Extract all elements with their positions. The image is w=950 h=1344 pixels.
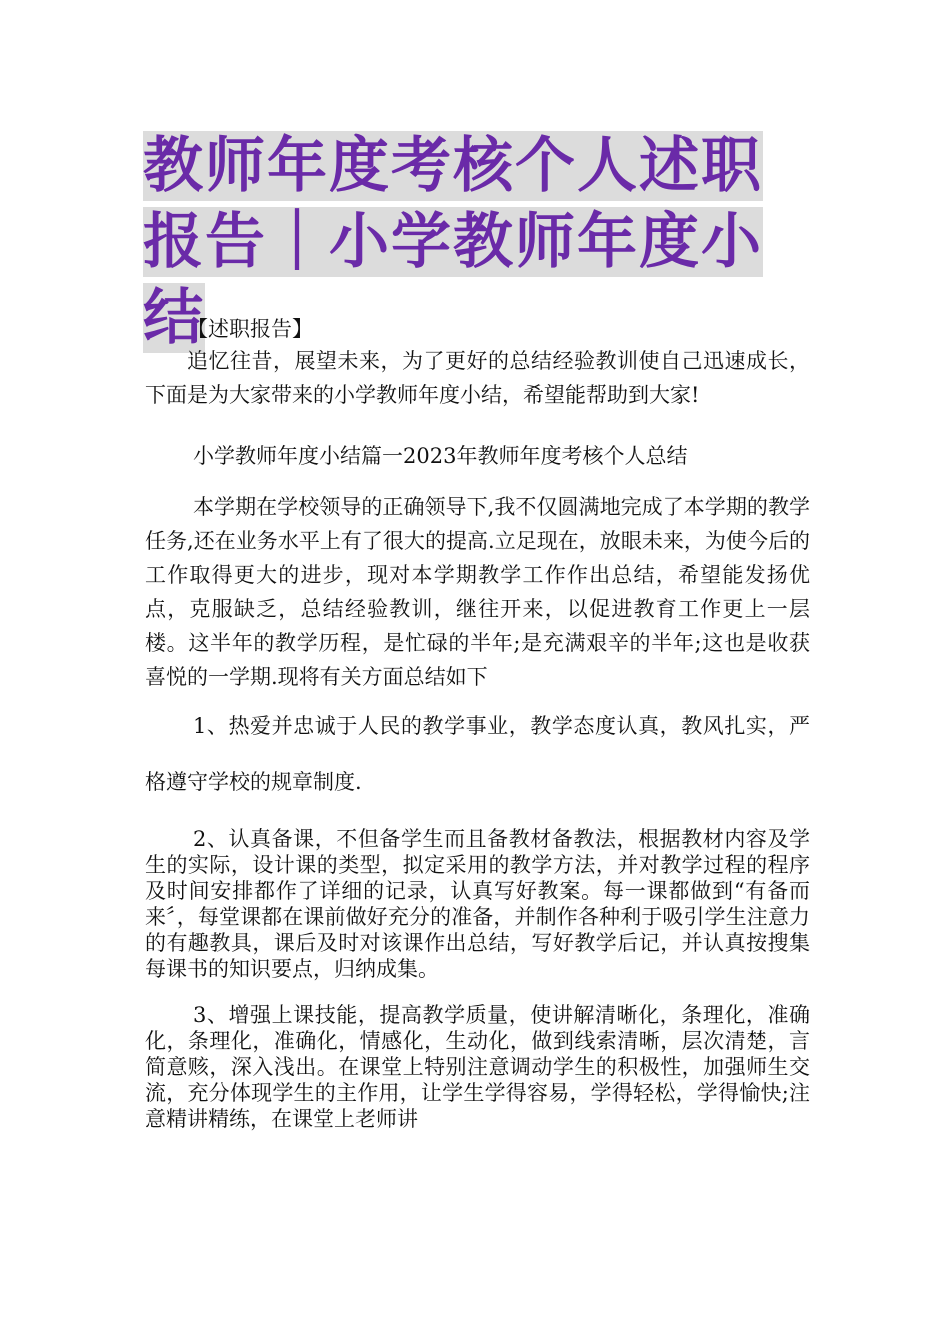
list-item-1: 1、热爱并忠诚于人民的教学事业，教学态度认真，教风扎实，严格遵守学校的规章制度. bbox=[145, 714, 810, 794]
list-item-3: 3、增强上课技能，提高教学质量，使讲解清晰化，条理化，准确化，条理化，准确化，情感化，生动化，做到线索清晰，层次清楚，言简意赅，深入浅出。在课堂上特别注意调动学生的积极性，加强师生交流，充分体现学生的主作用，让学生学得容易，学得轻松，学得愉快;注意精讲精练，在课堂上老师讲 bbox=[145, 1003, 810, 1131]
title-text: 教师年度考核个人述职报告｜小学教师年度小结 bbox=[143, 131, 763, 353]
report-tag: 【述职报告】 bbox=[187, 317, 313, 341]
section-heading: 小学教师年度小结篇一2023年教师年度考核个人总结 bbox=[193, 444, 688, 468]
intro-paragraph: 追忆往昔，展望未来，为了更好的总结经验教训使自己迅速成长，下面是为大家带来的小学教师年度小结，希望能帮助到大家! bbox=[145, 349, 810, 407]
paragraph-1: 本学期在学校领导的正确领导下,我不仅圆满地完成了本学期的教学任务,还在业务水平上有了很大的提高.立足现在，放眼未来，为使今后的工作取得更大的进步，现对本学期教学工作作出总结，希望能发扬优点，克服缺乏，总结经验教训，继往开来，以促进教育工作更上一层楼。这半年的教学历程，是忙碌的半年;是充满艰辛的半年;这也是收获喜悦的一学期.现将有关方面总结如下 bbox=[145, 495, 810, 689]
list-item-2: 2、认真备课，不但备学生而且备教材备教法，根据教材内容及学生的实际，设计课的类型，拟定采用的教学方法，并对教学过程的程序及时间安排都作了详细的记录，认真写好教案。每一课都做到“有备而来〞，每堂课都在课前做好充分的准备，并制作各种利于吸引学生注意力的有趣教具，课后及时对该课作出总结，写好教学后记，并认真按搜集每课书的知识要点，归纳成集。 bbox=[145, 827, 810, 981]
document-body bbox=[145, 316, 810, 1132]
